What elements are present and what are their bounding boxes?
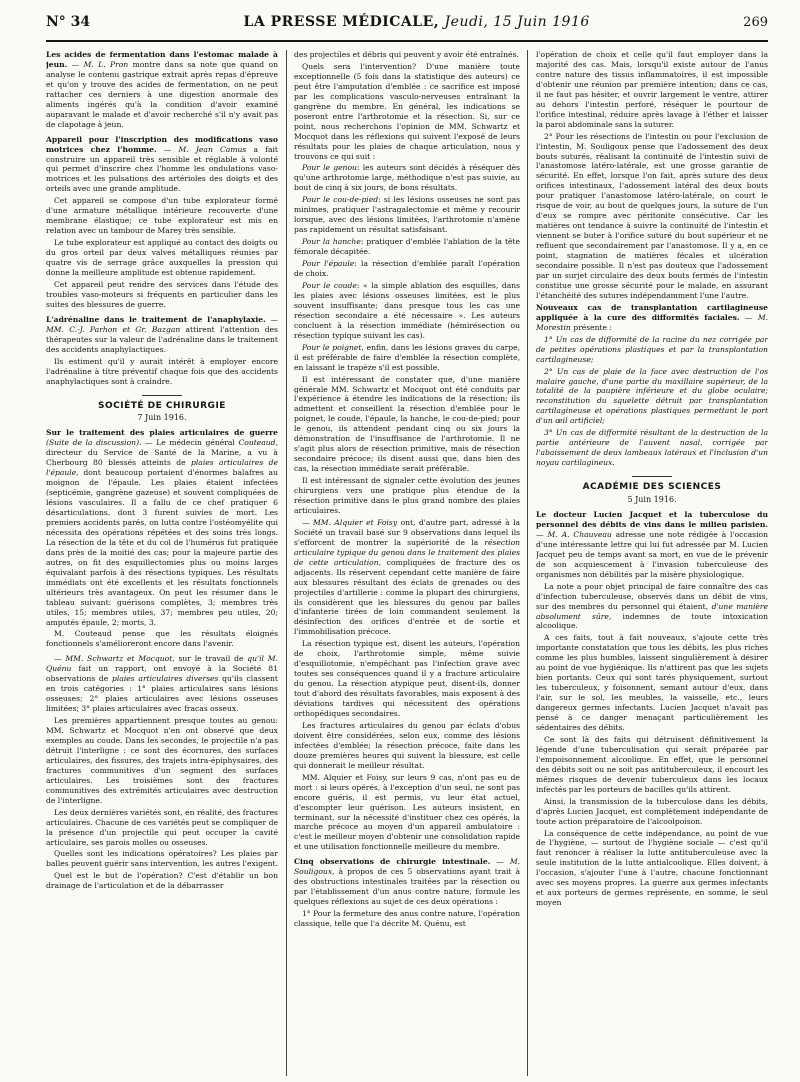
subheading: Pour le genou bbox=[301, 163, 357, 173]
article-text: qu'ils classent en trois catégories : 1° plaies articulaires sans lésions osseuses; 2° plaies articulaires avec lésions osseuses limitées; 3° plaies articulaires avec fracas osseux. bbox=[46, 674, 278, 714]
section-title: ACADÉMIE DES SCIENCES bbox=[582, 482, 722, 493]
article-author: MM. Alquier et Foisy bbox=[313, 517, 398, 527]
article-columns bbox=[46, 50, 768, 1076]
paragraph: Quel est le but de l'opération? C'est d'établir un bon drainage de l'articulation et de la débarrasser bbox=[46, 871, 278, 891]
subheading: Pour la hanche bbox=[301, 237, 361, 247]
paragraph: MM. Alquier et Foisy, sur leurs 9 cas, n'ont pas eu de mort : si leurs opérés, à l'exception d'un seul, ne sont pas encore guéris, il est permis, vu leur état actuel, d'escompter leur guérison. Les auteurs insistent, en terminant, sur la nécessité d'instituer chez ces opérés, la marche précoce au moyen d'un appareil ambulatoire : c'est le meilleur moyen d'obtenir une consolidation rapide et une utilisation fonctionnelle meilleure du membre. bbox=[293, 772, 521, 852]
paragraph: 2° Pour les résections de l'intestin ou pour l'exclusion de l'intestin, M. Souligoux pense que l'adossement des deux bouts suturés, réalisant la continuité de l'intestin suivi de l'anastomose latéro-latérale, est une grosse garantie de sécurité. En effet, lorsque l'on fait, après suture des deux orifices intestinaux, l'adossement latéral des deux bouts pour pratiquer l'anastomose latéro-latérale, on court le risque de voir, au bout de quelques jours, la suture de l'un d'eux se rompre avec péritonite consécutive. Car les matières ont tendance à suivre la continuité de l'intestin et viennent se buter à l'orifice suturé du bout supérieur et ne refluent que secondairement par l'anastomose. Il y a, en ce point, stagnation de matières fécales et ulcération secondaire possible. Il n'est pas douteux que l'adossement par un surjet circulaire des deux bouts fermés de l'intestin constitue une grosse sécurité pour le malade, en assurant l'étanchéité des sutures indépendamment l'une l'autre. bbox=[536, 131, 768, 300]
article-text: attirent l'attention des thérapeutes sur la valeur de l'adrénaline dans le traitement des accidents anaphylactiques. bbox=[46, 324, 278, 354]
section-date: 7 Juin 1916. bbox=[137, 413, 187, 423]
issue-number: N° 34 bbox=[46, 14, 91, 30]
article-text: directeur du Service de Santé de la Marine, a vu à Cherbourg 80 blessés atteints de bbox=[46, 448, 278, 468]
article-text: a fait construire un appareil très sensible et réglable à volonté qui permet d'inscrire chez l'homme les ondulations vaso-motrices et les pulsations des artérioles des doigts et des orteils avec une grande amplitude. bbox=[46, 144, 278, 194]
article-author: MM. Schwartz et Mocquot, bbox=[65, 654, 175, 664]
paragraph: Quelles sont les indications opératoires? Les plaies par balles peuvent guérir sans intervention, les autres l'exigent. bbox=[46, 849, 278, 869]
article-alquier-foisy: — MM. Alquier et Foisy ont, d'autre part, adressé à la Société un travail basé sur 9 observations dans lequel ils s'efforcent de montrer la supériorité de la résection articulaire typique du genou dans le traitement des plaies de cette articulation, compliquées de fracture des os adjacents. Ils réservent cependant cette manière de faire aux blessures résultant des éclats de grenades ou des projectiles d'artillerie : comme la plupart des chirurgiens, ils considèrent que les blessures du genou par balles d'infanterie tirées de loin commandent seulement la désinfection des orifices d'entrée et de sortie et l'immobilisation précoce. La résection typique est, disent les auteurs, l'opération de choix, l'arthrotomie simple, même suivie d'esquillotomie, n'empêchant pas l'infection grave avec toutes ses conséquences quand il y a fracture articulaire du genou. La résection atypique peut, disent-ils, donner tout d'abord des résultats favorables, mais exposent à des déviations tardives qui nécessitent des opérations orthopédiques secondaires. Les fractures articulaires du genou par éclats d'obus doivent être considérées, selon eux, comme des lésions infectées d'emblée; la résection précoce, faite dans les douze premières heures qui suivent la blessure, est celle qui donnerait le meilleur résultat. MM. Alquier et Foisy, sur leurs 9 cas, n'ont pas eu de mort : si leurs opérés, à l'exception d'un seul, ne sont pas encore guéris, il est permis, vu leur état actuel, d'escompter leur guérison. Les auteurs insistent, en terminant, sur la nécessité d'instituer chez ces opérés, la marche précoce au moyen d'un appareil ambulatoire : c'est le meilleur moyen d'obtenir une consolidation rapide et une utilisation fonctionnelle meilleure du membre. bbox=[293, 517, 521, 852]
article-text: sur le travail de bbox=[178, 654, 244, 664]
article-title: Cinq observations de chirurgie intestinale. bbox=[293, 857, 491, 867]
subheading: Pour l'épaule bbox=[301, 259, 355, 269]
subheading: Pour le cou-de-pied bbox=[301, 195, 379, 205]
article-acides: Les acides de fermentation dans l'estomac malade à jeun. — M. L. Pron montre dans sa note que quand on analyse le contenu gastrique extrait après repas d'épreuve et qu'on y trouve des acides de fermentation, on ne peut rattacher ces derniers à une digestion anormale des aliments ingérés qu'à la condition d'avoir examiné auparavant le malade et d'avoir recherché s'il n'y avait pas de clapotage à jeun. bbox=[46, 50, 278, 129]
paragraph-text: indemnes de toute intoxication alcoolique. bbox=[536, 611, 768, 631]
paragraph: Ils estiment qu'il y aurait intérêt à employer encore l'adrénaline à titre préventif chaque fois que des accidents anaphylactiques sont à craindre. bbox=[46, 356, 278, 386]
article-text: à propos de ces 5 observations ayant trait à des obstructions intestinales traitées par la résection ou par l'établissement d'un anus contre nature, formule les quelques réflexions au sujet de ces deux opérations : bbox=[293, 867, 521, 907]
paragraph: Les premières appartiennent presque toutes au genou: MM. Schwartz et Mocquot n'en ont observé que deux exemples au coude. Dans les secondes, le projectile n'a pas détruit l'interligne : ce sont des écornures, des surfaces articulaires, des fissures, des trajets intra-épiphysaires, des fractures communitives d'un segment des surfaces articulaires. Les troisièmes sont des fractures communitives des extrémités articulaires avec destruction de l'interligne. bbox=[46, 716, 278, 805]
journal-title bbox=[244, 14, 590, 30]
paragraph-text: : la résection d'emblée paraît l'opération de choix. bbox=[293, 259, 521, 279]
journal-name: LA PRESSE MÉDICALE, bbox=[243, 14, 440, 30]
article-title: Sur le traitement des plaies articulaires de guerre bbox=[46, 428, 278, 438]
article-transplantation: Nouveaux cas de transplantation cartilagineuse appliquée à la cure des difformités faciales. — M. Morestin présente : 1° Un cas de difformité de la racine du nez corrigée par de petites opérations plastiques et par la transplantation cartilagineuse; 2° Un cas de plaie de la face avec destruction de l'os malaire gauche, d'une partie du maxillaire supérieur, de la totalité de la paupière inférieure et du globe oculaire; reconstitution du squelette détruit par transplantation cartilagineuse et opérations plastiques permettant le port d'un œil artificiel; 3° Un cas de difformité résultant de la destruction de la partie antérieure de l'auvent nasal, corrigée par l'abaissement de deux lambeaux latéraux et l'inclusion d'un noyau cartilagineux. bbox=[536, 302, 768, 468]
paragraph: Le tube explorateur est appliqué au contact des doigts ou du gros orteil par deux valves métalliques réunies par quatre vis de serrage grâce auxquelles la pression qui donne la meilleure amplitude est obtenue rapidement. bbox=[46, 238, 278, 278]
article-emphasis: qu'il M. Quénu bbox=[46, 654, 278, 674]
list-item: 3° Un cas de difformité résultant de la destruction de la partie antérieure de l'auvent nasal, corrigée par l'abaissement de deux lambeaux latéraux et l'inclusion d'un noyau cartilagineux. bbox=[536, 428, 768, 468]
page-number: 269 bbox=[743, 15, 768, 30]
article-text: dont beaucoup portaient d'énormes balafres au moignon de l'épaule. Les plaies étaient infectées (septicémie, gangrène gazeuse) et souvent compliquées de lésions vasculaires. Il a fallu de ce chef pratiquer 6 désarticulations, dont 3 furent suivies de mort. Les premiers accidents parés, on lutta contre l'ostéomyélite qui nécessita des opérations répétées et des soins très longs. La résection de la tête et du col de l'humérus fut pratiquée dans près de la moitié des cas; pour la majeure partie des autres, on fit des esquillectomies plus ou moins larges équivalant parfois à des résections typiques. Les résultats immédiats ont été excellents et les résultats fonctionnels ultérieurs très avantageux. On peut les résumer dans le tableau suivant: guérisons complètes, 3; membres très utiles, 15; membres utiles, 37; membres peu utiles, 20; amputés épaule, 2; morts, 3. bbox=[46, 468, 278, 627]
article-author: Couteaud bbox=[238, 438, 276, 448]
article-author: M. Jean Camus bbox=[178, 144, 247, 154]
issue-date: Jeudi, 15 Juin 1916 bbox=[444, 14, 590, 30]
article-author: M. Souligoux, bbox=[293, 857, 521, 877]
paragraph: Les fractures articulaires du genou par éclats d'obus doivent être considérées, selon eux, comme des lésions infectées d'emblée; la résection précoce, faite dans les douze premières heures qui suivent la blessure, est celle qui donnerait le meilleur résultat. bbox=[293, 720, 521, 770]
paragraph: A ces faits, tout à fait nouveaux, s'ajoute cette très importante constatation que tous les débits, les plus riches comme les plus humbles, laissent singulièrement à désirer au point de vue hygiénique. Ils n'attirent pas que les sujets bien portants. Ceux qui sont tarés physiquement, surtout les tuberculeux, y foisonnent, semant autour d'eux, dans l'air, sur le sol, les meubles, la vaisselle, etc., leurs dangereux germes infectants. Lucien Jacquet n'avait pas pensé à ce danger menaçant particulièrement les sédentaires des débits. bbox=[536, 633, 768, 732]
article-tuberculose: Le docteur Lucien Jacquet et la tuberculose du personnel des débits de vins dans le milieu parisien. — M. A. Chauveau adresse une note rédigée à l'occasion d'une intéressante lettre qui lui fut adressée par M. Lucien Jacquet peu de temps avant sa mort, en vue de le prévenir de son acquiescement à l'invasion tuberculeuse des organismes non débilités par la misère physiologique. La note a pour objet principal de faire connaître des cas d'infection tuberculeuse, observés dans un débit de vins, sur des membres du personnel qui étaient, d'une manière absolument sûre, indemnes de toute intoxication alcoolique. A ces faits, tout à fait nouveaux, s'ajoute cette très importante constatation que tous les débits, les plus riches comme les plus humbles, laissent singulièrement à désirer au point de vue hygiénique. Ils n'attirent pas que les sujets bien portants. Ceux qui sont tarés physiquement, surtout les tuberculeux, y foisonnent, semant autour d'eux, dans l'air, sur le sol, les meubles, la vaisselle, etc., leurs dangereux germes infectants. Lucien Jacquet n'avait pas pensé à ce danger menaçant particulièrement les sédentaires des débits. Ce sont là des faits qui détruisent définitivement la légende d'une tuberculisation qui serait préparée par l'empoisonnement alcoolique. En effet, que le personnel des débits soit ou ne soit pas antituberculeux, il encourt les mêmes risques de devenir tuberculeux dans les locaux infectés par les porteurs de bacilles qu'ils attirent. Ainsi, la transmission de la tuberculose dans les débits, d'après Lucien Jacquet, est complètement indépendante de toute action préparatoire de l'alcoolpoison. La conséquence de cette indépendance, au point de vue de l'hygiène, — surtout de l'hygiène sociale — c'est qu'il faut renoncer à réaliser la lutte antituberculeuse avec la seule institution de la lutte antialcoolique. Elles doivent, à l'occasion, s'ajouter l'une à l'autre, chacune fonctionnant avec ses moyens propres. La guerre aux germes infectants et aux porteurs de germes représente, en somme, le seul moyen bbox=[536, 509, 768, 908]
paragraph: des projectiles et débris qui peuvent y avoir été entraînés. bbox=[293, 50, 519, 59]
column-1 bbox=[46, 50, 278, 1076]
paragraph-text: : pratiquer d'emblée l'ablation de la tête fémorale décapitée. bbox=[293, 237, 521, 257]
article-text: — Le médecin général bbox=[145, 438, 235, 448]
article-title: Nouveaux cas de transplantation cartilagineuse appliquée à la cure des difformités faciales. bbox=[536, 302, 768, 322]
article-schwartz-mocquot: — MM. Schwartz et Mocquot, sur le travail de qu'il M. Quénu fait un rapport, ont envoyé à la Société 81 observations de plaies articulaires diverses qu'ils classent en trois catégories : 1° plaies articulaires sans lésions osseuses; 2° plaies articulaires avec lésions osseuses limitées; 3° plaies articulaires avec fracas osseux. Les premières appartiennent presque toutes au genou: MM. Schwartz et Mocquot n'en ont observé que deux exemples au coude. Dans les secondes, le projectile n'a pas détruit l'interligne : ce sont des écornures, des surfaces articulaires, des fissures, des trajets intra-épiphysaires, des fractures communitives d'un segment des surfaces articulaires. Les troisièmes sont des fractures communitives des extrémités articulaires avec destruction de l'interligne. Les deux dernières variétés sont, en réalité, des fractures articulaires. Chacune de ces variétés peut se compliquer de la présence d'un projectile qui peut occuper la cavité articulaire, ses parois molles ou osseuses. Quelles sont les indications opératoires? Les plaies par balles peuvent guérir sans intervention, les autres l'exigent. Quel est le but de l'opération? C'est d'établir un bon drainage de l'articulation et de la débarrasser bbox=[46, 654, 278, 891]
paragraph: Ce sont là des faits qui détruisent définitivement la légende d'une tuberculisation qui serait préparée par l'empoisonnement alcoolique. En effet, que le personnel des débits soit ou ne soit pas antituberculeux, il encourt les mêmes risques de devenir tuberculeux dans les locaux infectés par les porteurs de bacilles qu'ils attirent. bbox=[536, 734, 768, 794]
article-chirurgie-intestinale: Cinq observations de chirurgie intestinale. — M. Souligoux, à propos de ces 5 observations ayant trait à des obstructions intestinales traitées par la résection ou par l'établissement d'un anus contre nature, formule les quelques réflexions au sujet de ces deux opérations : 1° Pour la fermeture des anus contre nature, l'opération classique, telle que l'a décrite M. Quénu, est bbox=[293, 857, 521, 929]
column-3 bbox=[536, 50, 768, 1076]
paragraph: l'opération de choix et celle qu'il faut employer dans la majorité des cas. Mais, lorsqu'il existe autour de l'anus contre nature des tissus inflammatoires, il est impossible d'obtenir une réunion par première intention; dans ce cas, il ne faut pas hésiter, et ouvrir largement le ventre, attirer au dehors l'intestin perforé, réséquer le pourtour de l'orifice intestinal, réduire après lavage à l'éther et laisser la paroi abdominale sans la suturer. bbox=[536, 50, 768, 129]
article-text: compliquées de fracture des os adjacents. Ils réservent cependant cette manière de faire aux blessures résultant des éclats de grenades ou des projectiles d'artillerie : comme la plupart des chirurgiens, ils considèrent que les blessures du genou par balles d'infanterie tirées de loin commandent seulement la désinfection des orifices d'entrée et de sortie et l'immobilisation précoce. bbox=[293, 557, 521, 637]
paragraph: La conséquence de cette indépendance, au point de vue de l'hygiène, — surtout de l'hygiène sociale — c'est qu'il faut renoncer à réaliser la lutte antituberculeuse avec la seule institution de la lutte antialcoolique. Elles doivent, à l'occasion, s'ajouter l'une à l'autre, chacune fonctionnant avec ses moyens propres. La guerre aux germes infectants et aux porteurs de germes représente, en somme, le seul moyen bbox=[536, 828, 768, 908]
subheading: Pour le poignet bbox=[301, 342, 362, 352]
paragraph-text: La note a pour objet principal de faire connaître des cas d'infection tuberculeuse, observés dans un débit de vins, sur des membres du personnel qui étaient, bbox=[536, 581, 768, 611]
list-item: 2° Un cas de plaie de la face avec destruction de l'os malaire gauche, d'une partie du maxillaire supérieur, de la totalité de la paupière inférieure et du globe oculaire; reconstitution du squelette détruit par transplantation cartilagineuse et opérations plastiques permettant le port d'un œil artificiel; bbox=[536, 366, 768, 426]
article-emphasis: plaies articulaires de l'épaule, bbox=[46, 458, 278, 478]
article-title: L'adrénaline dans le traitement de l'anaphylaxie. bbox=[46, 314, 266, 324]
paragraph: Ainsi, la transmission de la tuberculose dans les débits, d'après Lucien Jacquet, est complètement indépendante de toute action préparatoire de l'alcoolpoison. bbox=[536, 796, 768, 826]
page-header bbox=[46, 14, 768, 42]
paragraph: Il est intéressant de constater que, d'une manière générale MM. Schwartz et Mocquot ont été conduits par l'expérience à étendre les indications de la résection; ils admettent et conseillent la résection d'emblée pour le poignet, le coude, l'épaule, la hanche, le cou-de-pied; pour le genou, ils attendent pendant cinq ou six jours la démonstration de l'insuffisance de l'arthrotomie. Il ne s'agit plus alors de résection primitive, mais de résection secondaire précoce; ils disent aussi que, dans bien des cas, la résection immédiate serait préférable. bbox=[293, 374, 521, 474]
article-title: Les acides de fermentation dans l'estomac malade à jeun. bbox=[46, 50, 278, 69]
paragraph: Les deux dernières variétés sont, en réalité, des fractures articulaires. Chacune de ces variétés peut se compliquer de la présence d'un projectile qui peut occuper la cavité articulaire, ses parois molles ou osseuses. bbox=[46, 807, 278, 847]
paragraph: Cet appareil peut rendre des services dans l'étude des troubles vaso-moteurs si fréquents en particulier dans les suites des blessures de guerre. bbox=[46, 279, 278, 309]
article-title: Le docteur Lucien Jacquet et la tuberculose du personnel des débits de vins dans le milieu parisien. bbox=[536, 509, 768, 529]
section-date: 5 Juin 1916. bbox=[627, 495, 677, 505]
article-text: adresse une note rédigée à l'occasion d'une intéressante lettre qui lui fut adressée par M. Lucien Jacquet peu de temps avant sa mort, en vue de le prévenir de son acquiescement à l'invasion tuberculeuse des organismes non débilités par la misère physiologique. bbox=[536, 529, 768, 579]
section-divider bbox=[142, 395, 182, 396]
article-appareil: Appareil pour l'inscription des modifications vaso motrices chez l'homme. — M. Jean Camus a fait construire un appareil très sensible et réglable à volonté qui permet d'inscrire chez l'homme les ondulations vaso-motrices et les pulsations des artérioles des doigts et des orteils avec une grande amplitude. Cet appareil se compose d'un tube explorateur formé d'une armature métallique intérieure recouverte d'une membrane élastique; ce tube explorateur est mis en relation avec un tambour de Marey très sensible. Le tube explorateur est appliqué au contact des doigts ou du gros orteil par deux valves métalliques réunies par quatre vis de serrage grâce auxquelles la pression qui donne la meilleure amplitude est obtenue rapidement. Cet appareil peut rendre des services dans l'étude des troubles vaso-moteurs si fréquents en particulier dans les suites des blessures de guerre. bbox=[46, 134, 278, 309]
list-item: 1° Un cas de difformité de la racine du nez corrigée par de petites opérations plastiques et par la transplantation cartilagineuse; bbox=[536, 334, 768, 364]
paragraph: Il est intéressant de signaler cette évolution des jeunes chirurgiens vers une pratique plus étendue de la résection primitive dans le plus grand nombre des plaies articulaires. bbox=[293, 476, 521, 515]
paragraph-text: : « la simple ablation des esquilles, dans les plaies avec lésions osseuses limitées, est le plus souvent insuffisante; dans presque tous les cas une résection secondaire a été nécessaire ». Les auteurs concluent à la résection immédiate (hémirésection ou résection typique suivant les cas). bbox=[293, 280, 521, 340]
paragraph-text: : si les lésions osseuses ne sont pas minimes, pratiquer l'astragalectomie et même y recourir lorsque, avec des lésions limitées, l'arthrotomie n'amène pas rapidement un résultat satisfaisant. bbox=[293, 195, 521, 235]
article-emphasis: plaies articulaires diverses bbox=[112, 674, 219, 684]
article-emphasis: résection articulaire typique du genou dans le traitement des plaies de cette articulation, bbox=[293, 537, 521, 567]
section-divider bbox=[632, 476, 672, 477]
paragraph: La résection typique est, disent les auteurs, l'opération de choix, l'arthrotomie simple, même suivie d'esquillotomie, n'empêchant pas l'infection grave avec toutes ses conséquences quand il y a fracture articulaire du genou. La résection atypique peut, disent-ils, donner tout d'abord des résultats favorables, mais exposent à des déviations tardives qui nécessitent des opérations orthopédiques secondaires. bbox=[293, 639, 521, 718]
article-text: présente : bbox=[573, 322, 612, 332]
article-author: M. Morestin bbox=[536, 312, 768, 332]
article-author: MM. C.-J. Parhon et Gr. Bazgan bbox=[46, 324, 181, 334]
paragraph: Cet appareil se compose d'un tube explorateur formé d'une armature métallique intérieure recouverte d'une membrane élastique; ce tube explorateur est mis en relation avec un tambour de Marey très sensible. bbox=[46, 196, 278, 236]
article-subtitle: (Suite de la discussion). bbox=[46, 438, 142, 448]
article-author: M. A. Chauveau bbox=[547, 529, 612, 539]
article-text: fait un rapport, ont envoyé à la Société 81 observations de bbox=[46, 664, 278, 684]
article-adrenaline: L'adrénaline dans le traitement de l'anaphylaxie. — MM. C.-J. Parhon et Gr. Bazgan attirent l'attention des thérapeutes sur la valeur de l'adrénaline dans le traitement des accidents anaphylactiques. Ils estiment qu'il y aurait intérêt à employer encore l'adrénaline à titre préventif chaque fois que des accidents anaphylactiques sont à craindre. bbox=[46, 314, 278, 386]
article-plaies-articulaires: Sur le traitement des plaies articulaires de guerre (Suite de la discussion). — Le médecin général Couteaud, directeur du Service de Santé de la Marine, a vu à Cherbourg 80 blessés atteints de plaies articulaires de l'épaule, dont beaucoup portaient d'énormes balafres au moignon de l'épaule. Les plaies étaient infectées (septicémie, gangrène gazeuse) et souvent compliquées de lésions vasculaires. Il a fallu de ce chef pratiquer 6 désarticulations, dont 3 furent suivies de mort. Les premiers accidents parés, on lutta contre l'ostéomyélite qui nécessita des opérations répétées et des soins très longs. La résection de la tête et du col de l'humérus fut pratiquée dans près de la moitié des cas; pour la majeure partie des autres, on fit des esquillectomies plus ou moins larges équivalant parfois à des résections typiques. Les résultats immédiats ont été excellents et les résultats fonctionnels ultérieurs très avantageux. On peut les résumer dans le tableau suivant: guérisons complètes, 3; membres très utiles, 15; membres utiles, 37; membres peu utiles, 20; amputés épaule, 2; morts, 3. M. Couteaud pense que les résultats éloignés fonctionnels s'amélioreront encore dans l'avenir. bbox=[46, 428, 278, 649]
article-text: montre dans sa note que quand on analyse le contenu gastrique extrait après repas d'épreuve et qu'on y trouve des acides de fermentation, on ne peut rattacher ces derniers à une digestion anormale des aliments ingérés qu'à la condition d'avoir examiné auparavant le malade et d'avoir recherché s'il n'y avait pas de clapotage à jeun. bbox=[46, 59, 278, 129]
paragraph: Quels sera l'intervention? D'une manière toute exceptionnelle (5 fois dans la statistique des auteurs) ce peut être l'amputation d'emblée : ce sacrifice est imposé par les complications vasculo-nerveuses entraînant la gangrène du membre. En général, les indications se poseront entre l'arthrotomie et la résection. Si, sur ce point, nous recherchons l'opinion de MM. Schwartz et Mocquot dans les réflexions qui suivent l'exposé de leurs résultats pour les plaies de chaque articulation, nous y trouvons ce qui suit : bbox=[293, 61, 521, 161]
column-2 bbox=[286, 50, 528, 1076]
paragraph: M. Couteaud pense que les résultats éloignés fonctionnels s'amélioreront encore dans l'avenir. bbox=[46, 629, 278, 649]
paragraph-text: , enfin, dans les lésions graves du carpe, il est préférable de faire d'emblée la résection complète, en laissant le trapèze s'il est possible. bbox=[293, 342, 521, 372]
paragraph: 1° Pour la fermeture des anus contre nature, l'opération classique, telle que l'a décrite M. Quénu, est bbox=[293, 909, 521, 929]
article-emphasis: d'une manière absolument sûre, bbox=[536, 601, 768, 621]
article-text: ont, d'autre part, adressé à la Société un travail basé sur 9 observations dans lequel ils s'efforcent de montrer la supériorité de la bbox=[293, 517, 521, 547]
paragraph-text: : les auteurs sont décidés à réséquer dès qu'une arthrotomie large, méthodique n'est pas suivie, au bout de cinq à six jours, de bons résultats. bbox=[293, 163, 521, 193]
article-title: Appareil pour l'inscription des modifications vaso motrices chez l'homme. bbox=[46, 134, 278, 154]
article-author: M. L. Pron bbox=[83, 59, 129, 69]
section-title: SOCIÉTÉ DE CHIRURGIE bbox=[98, 400, 226, 411]
subheading: Pour le coude bbox=[301, 280, 357, 290]
